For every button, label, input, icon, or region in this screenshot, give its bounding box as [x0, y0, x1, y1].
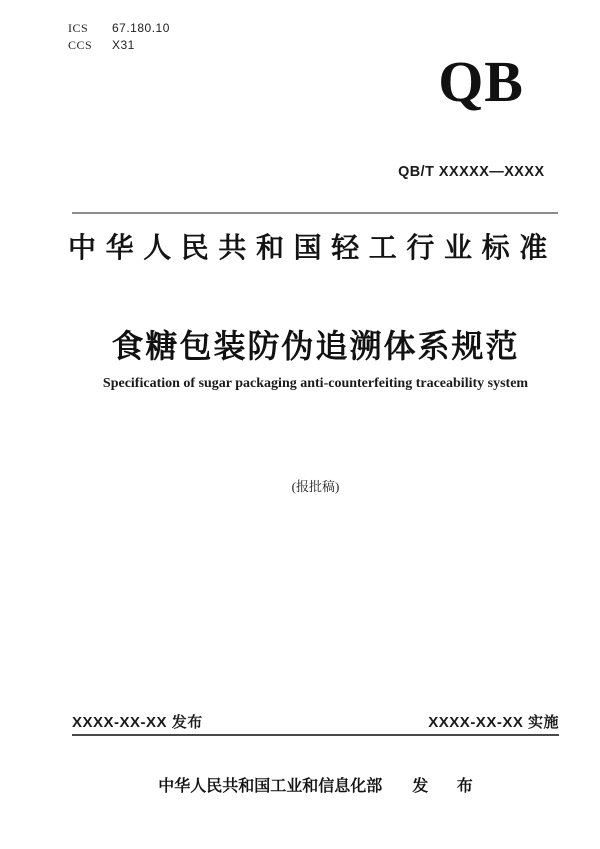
implement-date: XXXX-XX-XX 实施 — [428, 714, 559, 731]
ics-value: 67.180.10 — [112, 21, 170, 35]
ics-label: ICS — [68, 21, 89, 35]
standard-category-heading: 中华人民共和国轻工行业标准 — [68, 232, 557, 263]
date-row — [72, 711, 559, 732]
document-title-en: Specification of sugar packaging anti-counterfeiting traceability system — [102, 376, 529, 391]
bottom-divider — [72, 734, 559, 736]
top-divider — [72, 212, 558, 214]
publisher-line — [72, 773, 559, 796]
classification-codes — [68, 20, 170, 54]
publisher-action: 发 布 — [412, 778, 485, 795]
ccs-value: X31 — [112, 38, 135, 52]
issue-date: XXXX-XX-XX 发布 — [72, 714, 203, 731]
ics-row — [68, 20, 170, 37]
document-title-zh: 食糖包装防伪追溯体系规范 — [111, 328, 520, 364]
ccs-row — [68, 37, 170, 54]
draft-status: (报批稿) — [291, 479, 340, 494]
standard-number: QB/T XXXXX—XXXX — [398, 163, 545, 180]
qb-logo: QB — [438, 49, 524, 114]
publisher-org: 中华人民共和国工业和信息化部 — [158, 778, 383, 795]
publisher-inner — [158, 773, 485, 796]
ccs-label: CCS — [68, 38, 93, 52]
